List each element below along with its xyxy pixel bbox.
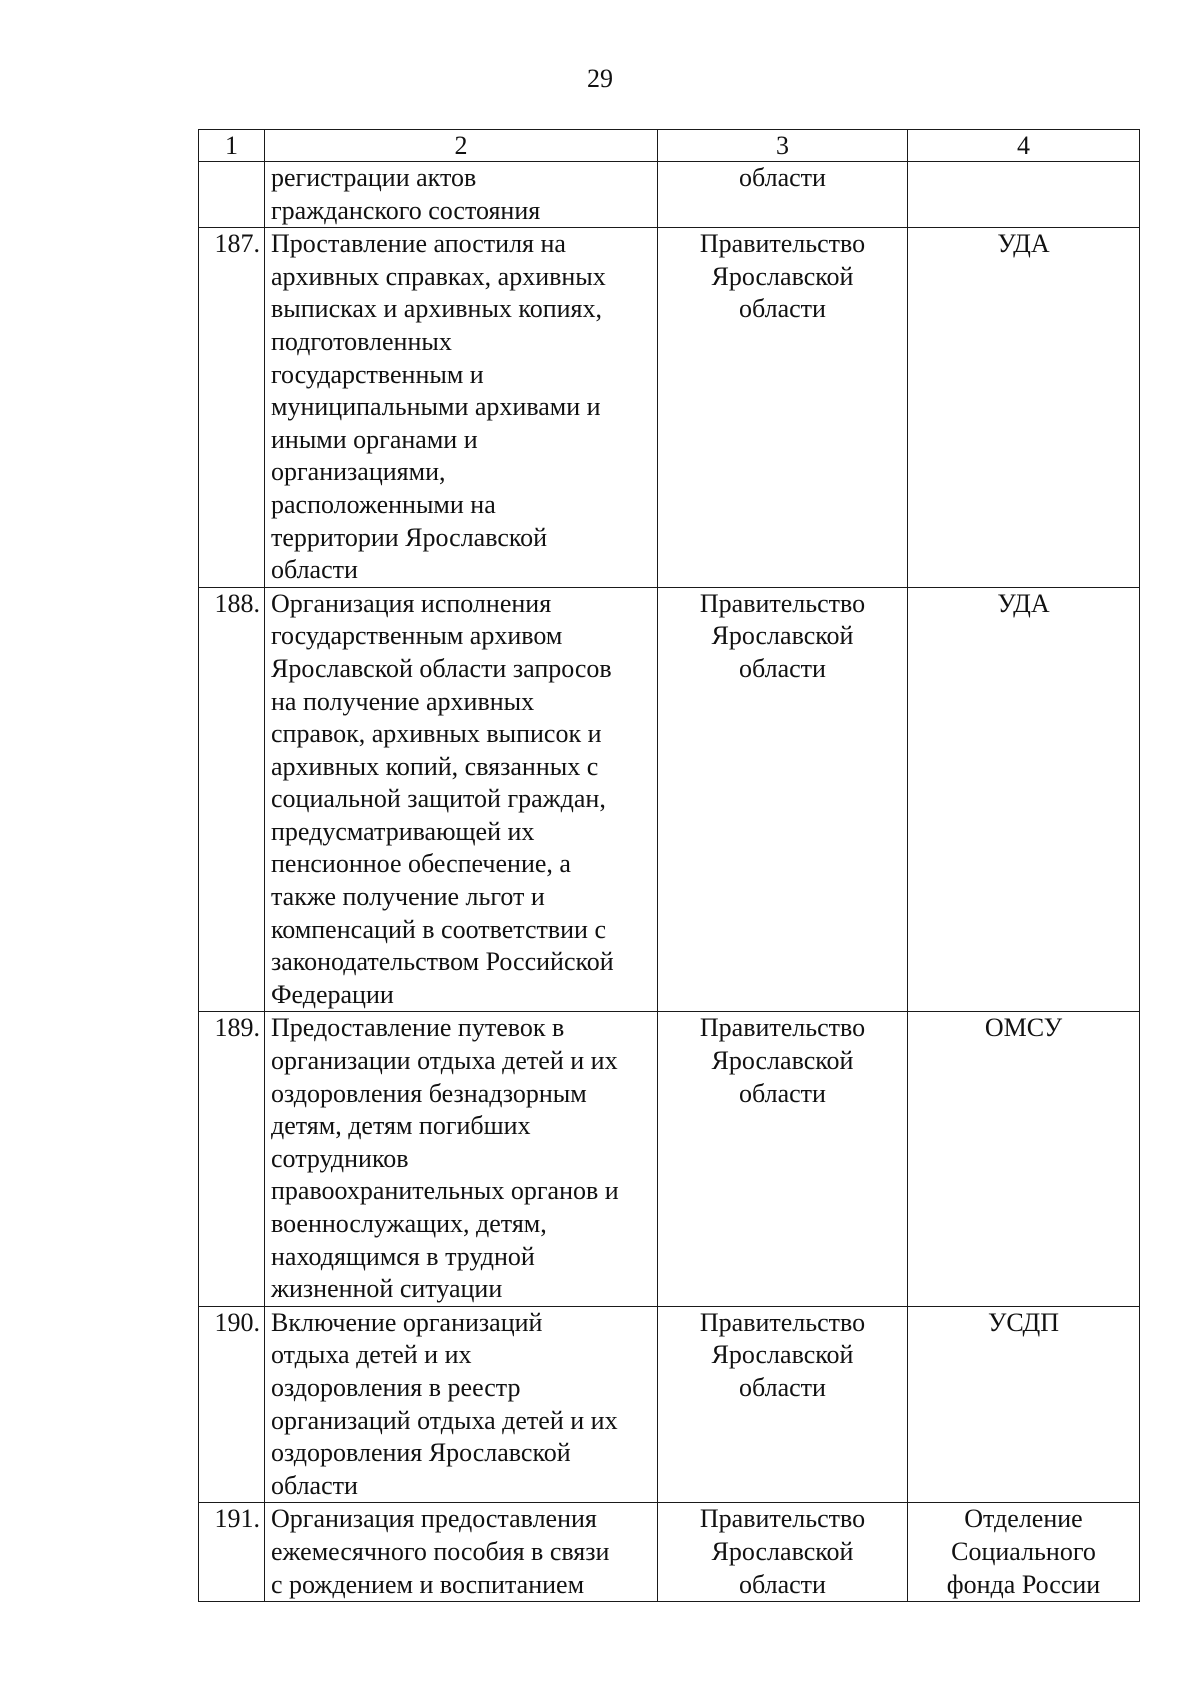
responsible-body: Правительство Ярославской области (658, 1012, 908, 1306)
table-row (199, 228, 1140, 588)
service-name: Организация предоставления ежемесячного пособия в связи с рождением и воспитанием (265, 1503, 658, 1602)
executor: ОМСУ (908, 1012, 1140, 1306)
service-name: регистрации актов гражданского состояния (265, 162, 658, 228)
services-table (198, 129, 1140, 1602)
row-number: 191. (199, 1503, 265, 1602)
page-number: 29 (587, 64, 613, 93)
table-row (199, 587, 1140, 1012)
service-name: Предоставление путевок в организации отдыха детей и их оздоровления безнадзорным детям, детям погибших сотрудников правоохранительных органов и военнослужащих, детям, находящимся в трудной жизненной ситуации (265, 1012, 658, 1306)
table-header-row (199, 130, 1140, 162)
service-name: Организация исполнения государственным архивом Ярославской области запросов на получение архивных справок, архивных выписок и архивных копий, связанных с социальной защитой граждан, предусматривающей их пенсионное обеспечение, а также получение льгот и компенсаций в соответствии с законодательством Российской Федерации (265, 587, 658, 1012)
table-row (199, 162, 1140, 228)
row-number: 189. (199, 1012, 265, 1306)
table-row (199, 1503, 1140, 1602)
responsible-body: Правительство Ярославской области (658, 587, 908, 1012)
executor (908, 162, 1140, 228)
responsible-body: Правительство Ярославской области (658, 228, 908, 588)
responsible-body: области (658, 162, 908, 228)
responsible-body: Правительство Ярославской области (658, 1503, 908, 1602)
table-body (199, 130, 1140, 1602)
row-number: 188. (199, 587, 265, 1012)
service-name: Проставление апостиля на архивных справках, архивных выписках и архивных копиях, подготовленных государственным и муниципальными архивами и иными органами и организациями, расположенными на территории Ярославской области (265, 228, 658, 588)
table-row (199, 1306, 1140, 1503)
executor: УСДП (908, 1306, 1140, 1503)
executor: УДА (908, 228, 1140, 588)
row-number: 190. (199, 1306, 265, 1503)
table-row (199, 1012, 1140, 1306)
column-header-4: 4 (908, 130, 1140, 162)
responsible-body: Правительство Ярославской области (658, 1306, 908, 1503)
column-header-2: 2 (265, 130, 658, 162)
service-name: Включение организаций отдыха детей и их оздоровления в реестр организаций отдыха детей и их оздоровления Ярославской области (265, 1306, 658, 1503)
executor: Отделение Социального фонда России (908, 1503, 1140, 1602)
executor: УДА (908, 587, 1140, 1012)
row-number: 187. (199, 228, 265, 588)
row-number (199, 162, 265, 228)
column-header-3: 3 (658, 130, 908, 162)
column-header-1: 1 (199, 130, 265, 162)
